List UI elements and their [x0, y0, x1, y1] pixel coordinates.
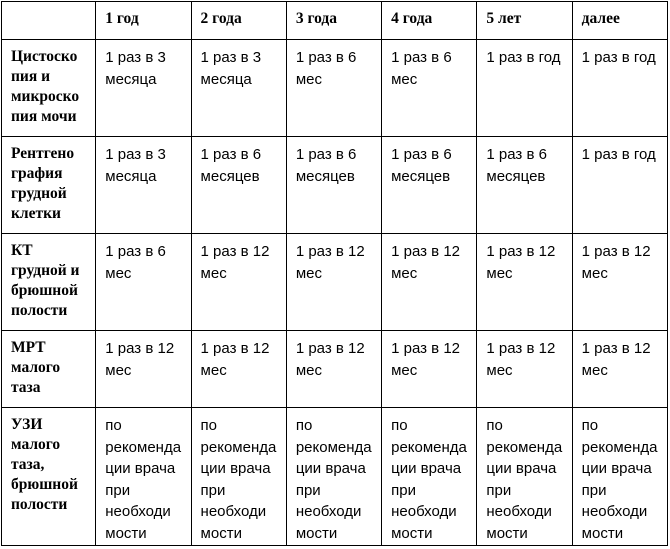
column-header: 2 года — [191, 2, 286, 40]
table-cell: 1 раз в 12 мес — [382, 234, 477, 331]
table-cell: по рекоменда ции врача при необходи мости — [286, 408, 381, 546]
table-cell: 1 раз в 6 месяцев — [191, 137, 286, 234]
table-cell: 1 раз в 12 мес — [286, 234, 381, 331]
table-cell: 1 раз в 12 мес — [572, 331, 667, 408]
table-cell: 1 раз в 6 месяцев — [477, 137, 572, 234]
table-cell: по рекоменда ции врача при необходи мости — [96, 408, 191, 546]
table-cell: 1 раз в 12 мес — [572, 234, 667, 331]
table-cell: по рекоменда ции врача при необходи мости — [477, 408, 572, 546]
table-row — [2, 137, 668, 234]
table-cell: 1 раз в 3 месяца — [96, 137, 191, 234]
table-cell: 1 раз в год — [572, 137, 667, 234]
table-row — [2, 40, 668, 137]
column-header: 5 лет — [477, 2, 572, 40]
row-header: УЗИ малого таза, брюшной полости — [2, 408, 96, 546]
column-header: 1 год — [96, 2, 191, 40]
row-header: МРТ малого таза — [2, 331, 96, 408]
table-cell: 1 раз в 6 мес — [286, 40, 381, 137]
table-cell: 1 раз в 12 мес — [477, 234, 572, 331]
column-header: далее — [572, 2, 667, 40]
row-header: Цистоско пия и микроско пия мочи — [2, 40, 96, 137]
table-cell: 1 раз в 6 месяцев — [286, 137, 381, 234]
column-header: 3 года — [286, 2, 381, 40]
row-header: Рентгено графия грудной клетки — [2, 137, 96, 234]
table-cell: 1 раз в 6 месяцев — [382, 137, 477, 234]
table-header-row — [2, 2, 668, 40]
table-cell: по рекоменда ции врача при необходи мости — [572, 408, 667, 546]
table-cell: 1 раз в 6 мес — [382, 40, 477, 137]
row-header: КТ грудной и брюшной полости — [2, 234, 96, 331]
table-row — [2, 234, 668, 331]
table-cell: 1 раз в 6 мес — [96, 234, 191, 331]
table-row — [2, 331, 668, 408]
table-cell: по рекоменда ции врача при необходи мости — [382, 408, 477, 546]
table-cell: 1 раз в 12 мес — [286, 331, 381, 408]
table-row — [2, 408, 668, 546]
table-cell: 1 раз в 12 мес — [191, 234, 286, 331]
table-cell: 1 раз в 12 мес — [477, 331, 572, 408]
table-cell: 1 раз в 12 мес — [96, 331, 191, 408]
table-cell: 1 раз в год — [572, 40, 667, 137]
follow-up-schedule-table — [1, 1, 668, 546]
column-header: 4 года — [382, 2, 477, 40]
table-cell: 1 раз в 3 месяца — [191, 40, 286, 137]
table-cell: 1 раз в 12 мес — [382, 331, 477, 408]
corner-header-cell — [2, 2, 96, 40]
table-cell: 1 раз в 12 мес — [191, 331, 286, 408]
table-cell: 1 раз в 3 месяца — [96, 40, 191, 137]
table-cell: 1 раз в год — [477, 40, 572, 137]
table-cell: по рекоменда ции врача при необходи мости — [191, 408, 286, 546]
